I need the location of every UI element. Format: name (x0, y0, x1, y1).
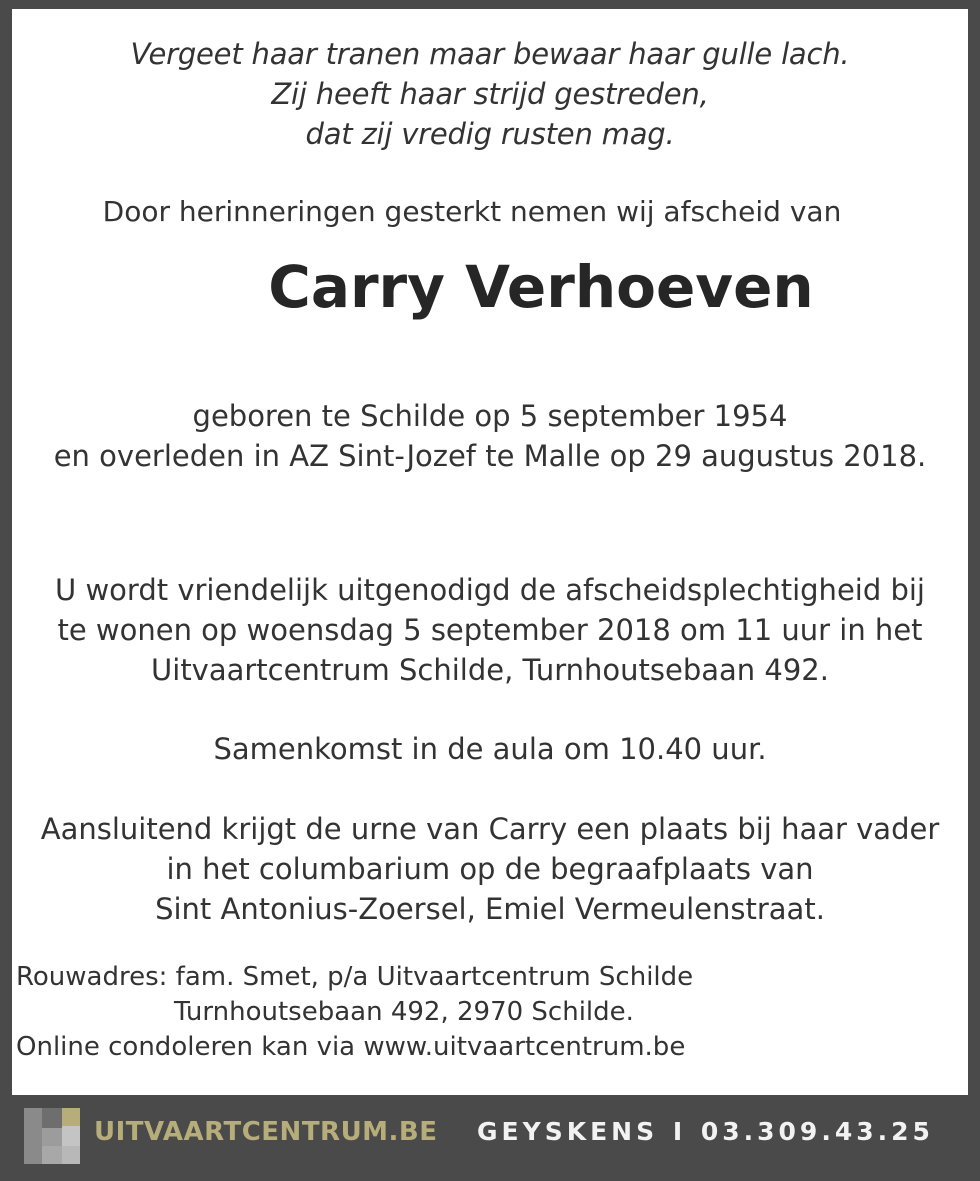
intro-text: Door herinneringen gesterkt nemen wij afscheid van (102, 195, 842, 228)
obituary-card (12, 9, 968, 1095)
death-line: en overleden in AZ Sint-Jozef te Malle op 29 augustus 2018. (53, 439, 927, 473)
brand-name: UITVAARTCENTRUM.BE (94, 1117, 438, 1147)
poem-line-2: Zij heeft haar strijd gestreden, (271, 77, 709, 111)
birth-line: geboren te Schilde op 5 september 1954 (192, 399, 788, 433)
phone-number: 03.309.43.25 (700, 1117, 934, 1146)
invitation-line-1: U wordt vriendelijk uitgenodigd de afscheidsplechtigheid bij (55, 573, 925, 607)
uitvaartcentrum-logo-icon (24, 1108, 80, 1164)
contact-info (477, 1117, 934, 1146)
urn-line-1: Aansluitend krijgt de urne van Carry een plaats bij haar vader (40, 812, 940, 846)
footer-bar (12, 1103, 968, 1169)
address-line-2: Turnhoutsebaan 492, 2970 Schilde. (174, 997, 634, 1027)
invitation-line-2: te wonen op woensdag 5 september 2018 om 11 uur in het (57, 613, 923, 647)
urn-line-3: Sint Antonius-Zoersel, Emiel Vermeulenstraat. (155, 892, 825, 926)
invitation-line-3: Uitvaartcentrum Schilde, Turnhoutsebaan 492. (151, 653, 829, 687)
company-name: GEYSKENS (477, 1117, 659, 1146)
address-line-1: Rouwadres: fam. Smet, p/a Uitvaartcentrum Schilde (16, 962, 694, 992)
deceased-name: Carry Verhoeven (268, 253, 814, 321)
poem-line-3: dat zij vredig rusten mag. (305, 117, 675, 151)
gathering-text: Samenkomst in de aula om 10.40 uur. (213, 732, 767, 766)
urn-line-2: in het columbarium op de begraafplaats van (166, 852, 814, 886)
separator: I (672, 1117, 683, 1146)
condolence-line: Online condoleren kan via www.uitvaartcentrum.be (16, 1032, 686, 1062)
poem-line-1: Vergeet haar tranen maar bewaar haar gulle lach. (130, 37, 850, 71)
